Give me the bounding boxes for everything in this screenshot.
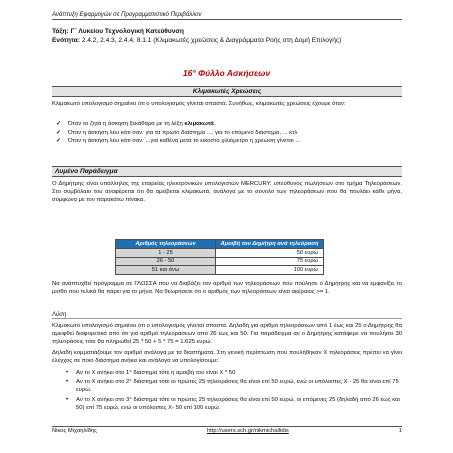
running-header: Ανάπτυξη Εφαρμογών σε Προγραμματιστικό Περιβάλλον [52, 12, 402, 20]
bullet-icon: • [66, 396, 69, 403]
list-item [56, 137, 400, 146]
list-item-text: Αν το Χ ανήκει στο 3° διάστημα τότε οι πρώτες 25 τηλεοράσεις θα είναι επί 50 ευρώ, οι επόμενες 25 (δηλαδή από 26 έως και 50) επί 75 ευρώ, ενώ οι υπόλοιπες Χ- 50 επί 100 ευρώ. [76, 396, 400, 411]
table-cell-range: 1 - 25 [116, 249, 216, 258]
units-line [52, 36, 402, 45]
footer-url-link[interactable]: http://users.sch.gr/nikmichailidis [206, 428, 289, 434]
solution-bullets [66, 369, 402, 413]
footer-author: Νίκος Μιχαηλίδης [52, 428, 97, 434]
table-cell-pay: 50 ευρώ [216, 249, 324, 258]
sheet-title: 16° Φύλλο Ασκήσεων [182, 68, 271, 78]
table-cell-pay: 75 ευρώ [216, 257, 324, 266]
list-item-text: Όταν η άσκηση λέει κάτι σαν: ...για καθένα μετά το εικοστό χιλιόμετρο η χρέωση γίνεται ... [68, 138, 301, 145]
check-icon: ✓ [56, 129, 62, 136]
page-footer [52, 426, 402, 434]
list-item [66, 378, 402, 394]
table-cell-range: 51 και άνω [116, 266, 216, 275]
example-problem: Ο Δημήτρης είναι υπάλληλος της εταιρείας ηλεκτρονικών υπολογιστών MERCURY, υπεύθυνος πωλήσεων στο τμήμα Τηλεοράσεων. Στο συμβόλαιο του αναφέρεται ότι θα αμείβεται κλιμακωτά, ανάλογα με το σύνολο των τηλεοράσεων που θα πουλάει κάθε μήνα, σύμφωνα με τον παρακάτω πίνακα. [52, 181, 402, 204]
section-title-example: Λυμένο Παράδειγμα [52, 166, 402, 177]
table-cell-pay: 100 ευρώ [216, 266, 324, 275]
table-header-pay: Αμοιβή του Δημήτρη ανά τηλεόραση [216, 240, 324, 249]
table-cell-range: 26 - 50 [116, 257, 216, 266]
page-number: 1 [398, 428, 402, 434]
list-item-text: Αν το Χ ανήκει στο 1° διάστημα τότε η αμοιβή του είναι Χ * 50 [76, 370, 236, 376]
list-item [56, 120, 400, 129]
check-icon: ✓ [56, 138, 62, 145]
list-item [56, 129, 400, 138]
solution-paragraph-2: Δηλαδή κομματιάζουμε τον αριθμό ανάλογα με τα διαστήματα. Στη γενική περίπτωση που πουλήθηκαν Χ τηλεοράσεις πρέπει να γίνει έλεγχος σε ποιο διάστημα ανήκει και ανάλογα να υπολογίσουμε: [52, 350, 402, 365]
list-item-suffix: . [213, 121, 216, 127]
list-item [66, 396, 402, 412]
section-title-charges: Κλιμακωτές Χρεώσεις [52, 86, 402, 97]
charges-intro: Κλιμακωτό υπολογισμό σημαίνει ότι ο υπολογισμός γίνεται σπαστά. Συνήθως, κλιμακωτές χρεώσεις έχουμε όταν: [52, 101, 346, 107]
units-value: 2.4.2, 2.4.3, 2.4.4, 8.1.1 (Κλιμακωτές χρεώσεις & Διαγράμματα Ροής στη Δομή Επιλογής) [81, 37, 342, 44]
solution-label: Λύση [52, 312, 402, 319]
pay-table [115, 239, 324, 275]
bullet-icon: • [66, 370, 69, 376]
table-header-row [116, 240, 324, 249]
list-item-text: Όταν η άσκηση λέει κάτι σαν: για τα πρώτο διάστημα ..., για το επόμενο διάστημα, ... κτλ [68, 129, 298, 136]
class-value: Γ΄ Λυκείου Τεχνολογική Κατεύθυνση [70, 28, 184, 35]
check-icon: ✓ [56, 121, 62, 127]
table-row [116, 249, 324, 258]
list-item-text: Αν το Χ ανήκει στο 2° διάστημα τότε οι πρώτες 25 τηλεοράσεις θα είναι επί 50 ευρώ, ενώ οι υπόλοιπες Χ - 25 θα είναι επί 75 ευρώ. [76, 379, 399, 394]
list-item-text: Όταν το ζητά η άσκηση ξεκάθαρα με τη λέξη [68, 121, 185, 127]
table-row [116, 257, 324, 266]
charges-list [56, 120, 400, 146]
list-item [66, 369, 402, 377]
class-line [52, 27, 402, 36]
table-row [116, 266, 324, 275]
list-item-keyword: κλιμακωτά [184, 121, 214, 127]
class-label: Τάξη: [52, 28, 69, 35]
units-label: Ενότητα: [52, 37, 80, 44]
table-header-count: Αριθμός τηλεοράσεων [116, 240, 216, 249]
document-meta [52, 27, 402, 45]
solution-paragraph-1: Κλιμακωτό υπολογισμό σημαίνει ότι ο υπολογισμός γίνεται σπαστά. Δηλαδή για αριθμό τηλεοράσεων από 1 έως και 25 ο Δημήτρης θα αμειφθεί διαφορετικά από ότι για αριθμό τηλεοράσεων από 26 έως και 50. Για παράδειγμα αν ο Δημήτρης κατάφερε να πουλήσει 30 τηλεοράσεις τότε θα πληρωθεί 25 * 50 + 5 * 75 = 1.625 ευρώ. [52, 323, 402, 346]
bullet-icon: • [66, 379, 69, 386]
example-task: Να αναπτυχθεί πρόγραμμα σε ΓΛΩΣΣΑ που να διαβάζει τον αριθμό των τηλεοράσεων που πούλησε ο Δημήτρης και να εμφανίζει το μισθό που τελικά θα πάρει για το μήνα. Να θεωρήσετε ότι ο αριθμός των τηλεοράσεων είναι ακέραιος >= 1. [52, 281, 402, 296]
